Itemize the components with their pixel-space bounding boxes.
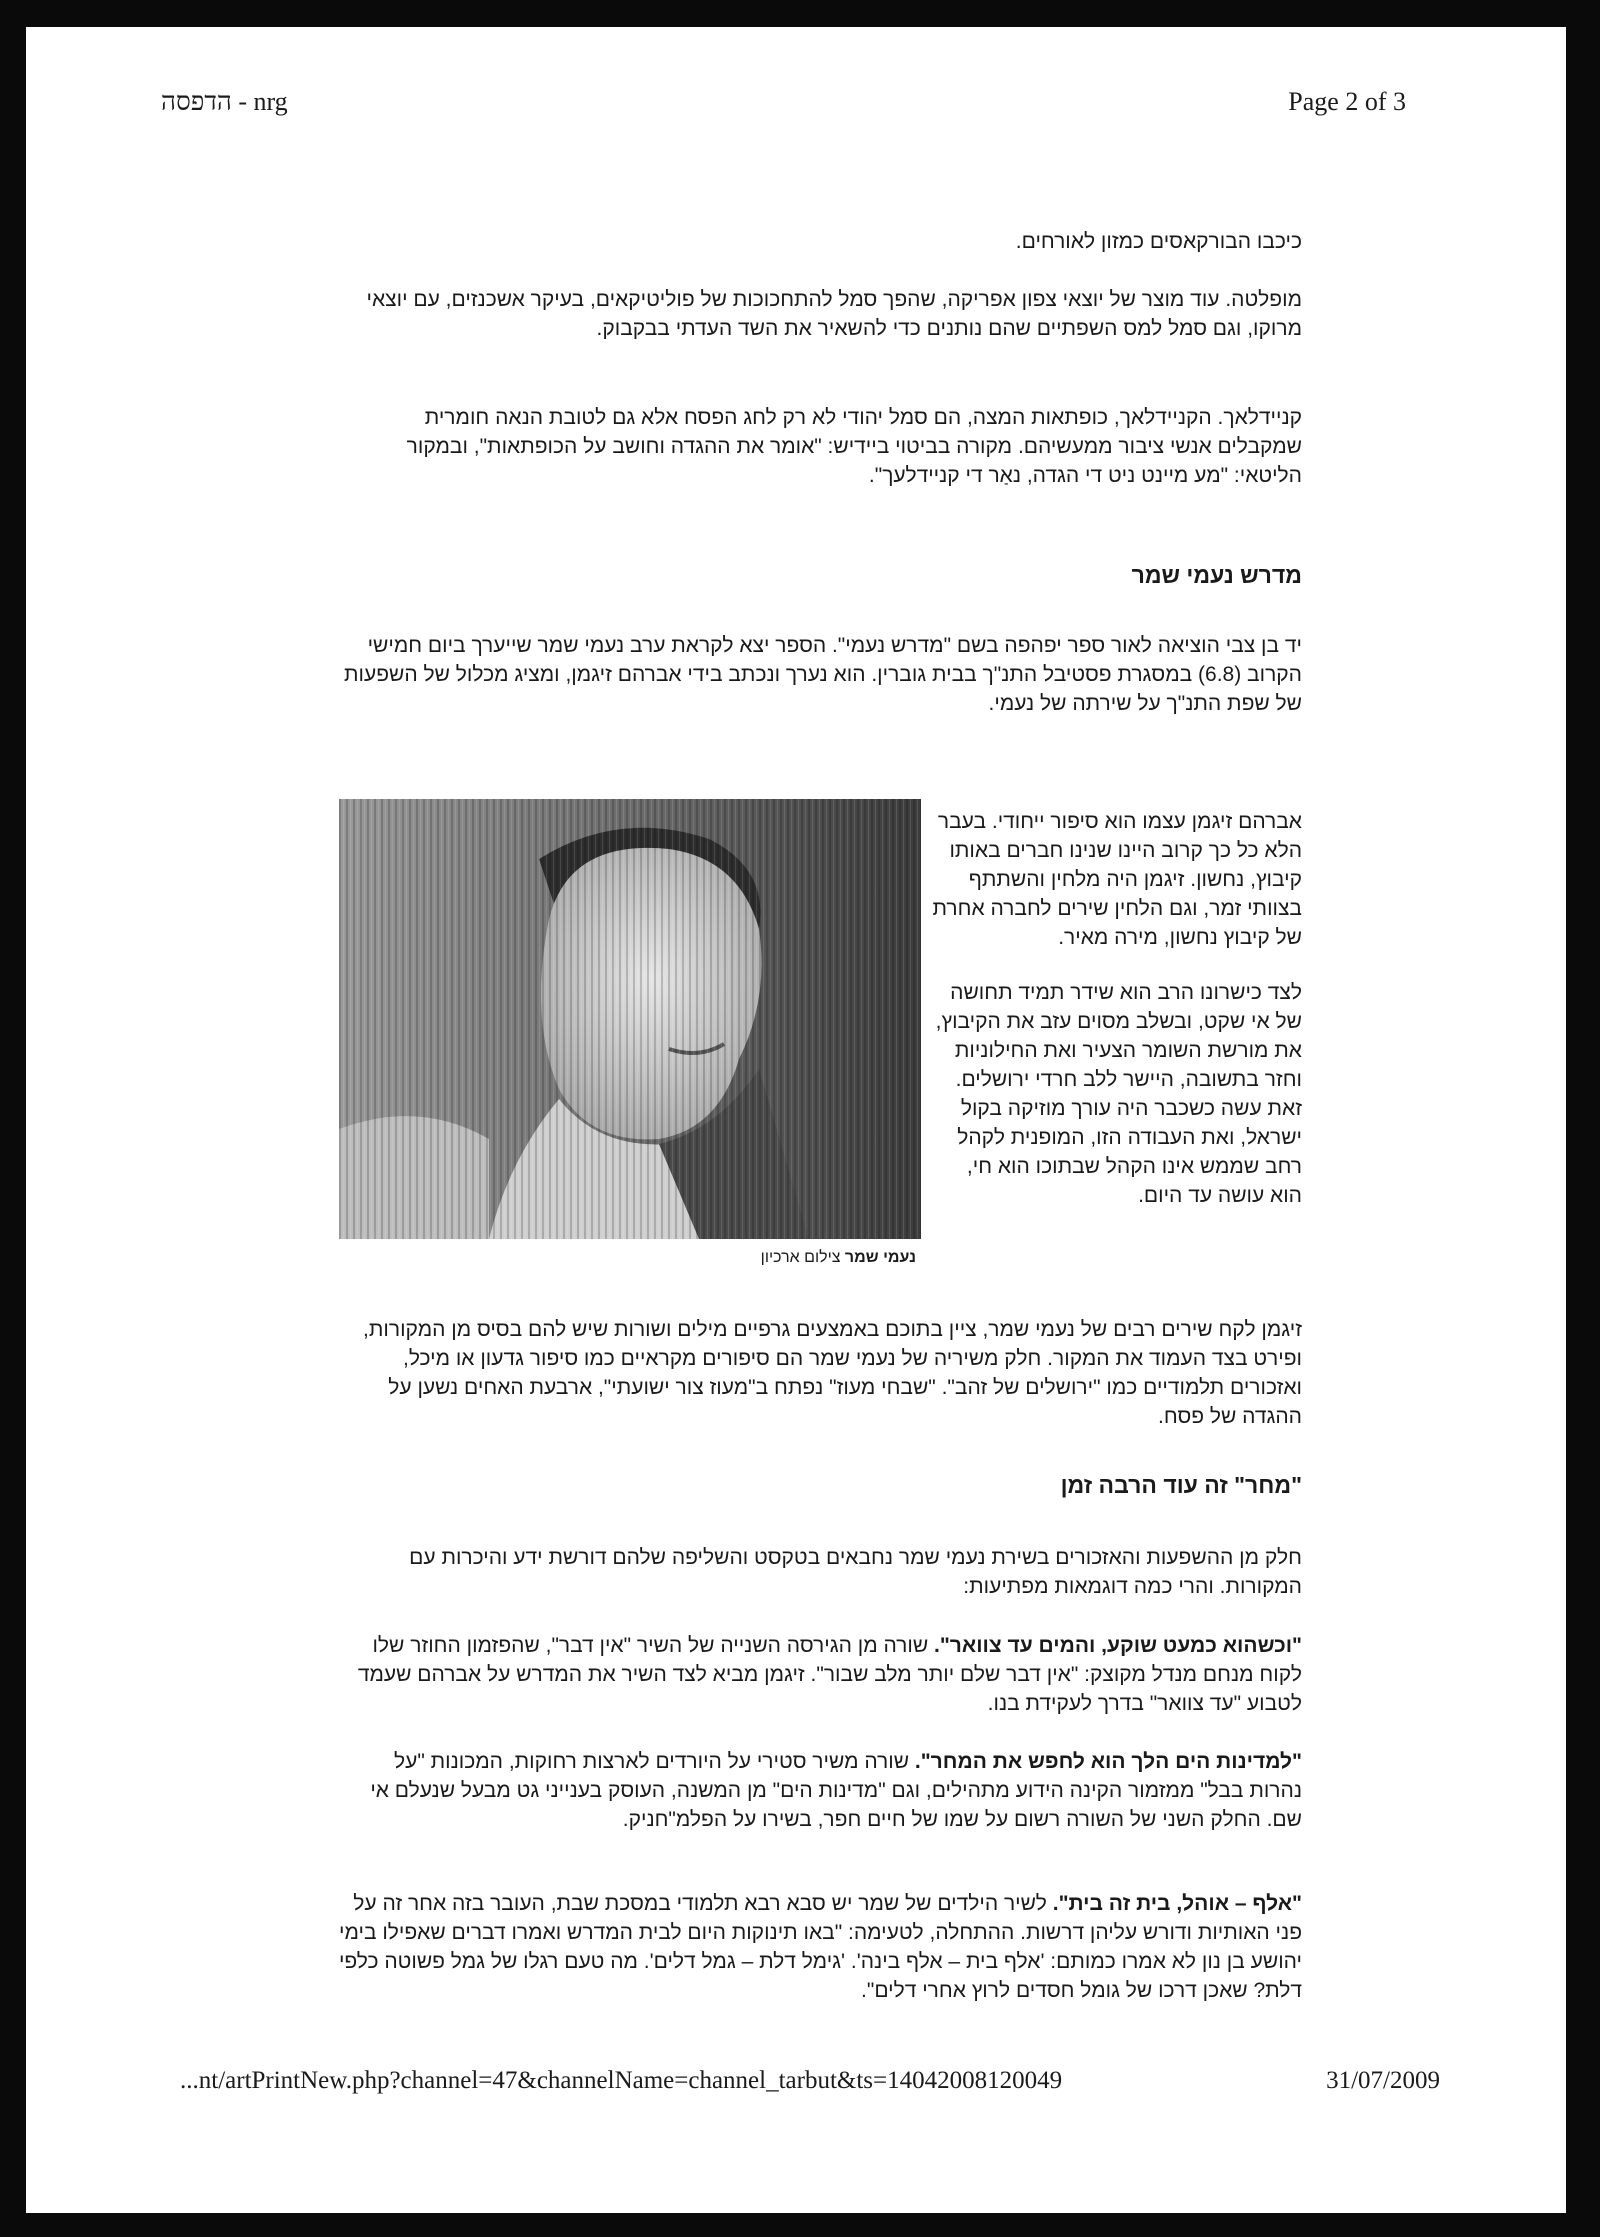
footer-url: ...nt/artPrintNew.php?channel=47&channelName=channel_tarbut&ts=14042008120049 xyxy=(180,2067,1063,2094)
photo-caption xyxy=(646,1249,916,1267)
paragraph-influences: חלק מן ההשפעות והאזכורים בשירת נעמי שמר נחבאים בטקסט והשליפה שלהם דורשת ידע והיכרות עם המקורות. והרי כמה דוגמאות מפתיעות: xyxy=(409,1546,1302,1598)
side-paragraph-2: לצד כישרונו הרב הוא שידר תמיד תחושה של אי שקט, ובשלב מסוים עזב את הקיבוץ, את מורשת השומר הצעיר ואת החילוניות וחזר בתשובה, היישר ללב חרדי ירושלים. זאת עשה כשכבר היה עורך מוזיקה בקול ישראל, ואת העבודה הזו, המופנית לקהל רחב שממש אינו הקהל שבתוכו הוא חי, הוא עושה עד היום. xyxy=(935,981,1302,1207)
side-paragraph-1: אברהם זיגמן עצמו הוא סיפור ייחודי. בעבר הלא כל כך קרוב היינו שנינו חברים באותו קיבוץ, נחשון. זיגמן היה מלחין והשתתף בצוותי זמר, וגם הלחין שירים לחברה אחרת של קיבוץ נחשון, מירה מאיר. xyxy=(932,810,1302,949)
caption-name: נעמי שמר xyxy=(844,1249,916,1266)
printed-page xyxy=(26,27,1566,2213)
example-2-body: שורה משיר סטירי על היורדים לארצות רחוקות, המכונות "על נהרות בבל" ממזמור הקינה הידוע מתהילים, וגם "מדינות הים" מן המשנה, העוסק בענייני גט מבעל שנעלם אי שם. החלק השני של השורה רשום על שמו של חיים חפר, בשירו על הפלמ"חניק. xyxy=(370,1750,1302,1831)
section-heading-midrash-naomi: מדרש נעמי שמר xyxy=(1131,562,1302,588)
footer-date: 31/07/2009 xyxy=(1326,2067,1440,2094)
side-column xyxy=(930,807,1302,1210)
portrait-photo-icon xyxy=(339,799,921,1239)
example-1-title: "וכשהוא כמעט שוקע, והמים עד צוואר". xyxy=(933,1634,1302,1657)
article-intro xyxy=(336,227,1302,256)
paragraph-book: יד בן צבי הוציאה לאור ספר יפהפה בשם "מדרש נעמי". הספר יצא לקראת ערב נעמי שמר שייערך ביום חמישי הקרוב (6.8) במסגרת פסטיבל התנ"ך בבית גוברין. הוא נערך ונכתב בידי אברהם זיגמן, ומציג מכלול של השפעות של שפת התנ"ך על שירתה של נעמי. xyxy=(344,634,1302,715)
paragraph-kneidlach: קניידלאך. הקניידלאך, כופתאות המצה, הם סמל יהודי לא רק לחג הפסח אלא גם לטובת הנאה חומרית שמקבלים אנשי ציבור ממעשיהם. מקורה בביטוי ביידיש: "אומר את ההגדה וחושב על הכופתאות", ובמקור הליטאי: "מע מיינט ניט די הגדה, נאַר די קניידלעך". xyxy=(406,406,1302,487)
example-1 xyxy=(336,1631,1302,1718)
example-2 xyxy=(336,1747,1302,1834)
section-heading-tomorrow: "מחר" זה עוד הרבה זמן xyxy=(1060,1472,1302,1498)
example-3-body: לשיר הילדים של שמר יש סבא רבא תלמודי במסכת שבת, העובר בזה אחר זה על פני האותיות ודורש עליהן דרשות. ההתחלה, לטעימה: "באו תינוקות היום לבית המדרש ואמרו דברים שאפילו בימי יהושע בן נון לא אמרו כמותם: 'אלף בית – אלף בינה'. 'גימל דלת – גמל דלים'. מה טעם רגלו של גמל פשוטה כלפי דלת? שאכן דרכו של גומל חסדים לרוץ אחרי דלים". xyxy=(338,1892,1302,2002)
example-3 xyxy=(336,1889,1302,2005)
intro-line: כיכבו הבורקאסים כמזון לאורחים. xyxy=(1015,230,1302,253)
page-number: Page 2 of 3 xyxy=(1288,87,1406,116)
example-2-title: "למדינות הים הלך הוא לחפש את המחר". xyxy=(914,1750,1302,1773)
paragraph-songs: זיגמן לקח שירים רבים של נעמי שמר, ציין בתוכם באמצעים גרפיים מילים ושורות שיש להם בסיס מן המקורות, ופירט בצד העמוד את המקור. חלק משיריה של נעמי שמר הם סיפורים מקראיים כמו סיפור גדעון או מיכל, ואזכורים תלמודיים כמו "ירושלים של זהב". "שבחי מעוז" נפתח ב"מעוז צור ישועתי", ארבעת האחים נשען על ההגדה של פסח. xyxy=(363,1318,1302,1428)
paragraph-mufleta: מופלטה. עוד מוצר של יוצאי צפון אפריקה, שהפך סמל להתחכוכות של פוליטיקאים, בעיקר אשכנזים, עם יוצאי מרוקו, וגם סמל למס השפתיים שהם נותנים כדי להשאיר את השד העדתי בבקבוק. xyxy=(366,288,1302,340)
print-header-title: הדפסה - nrg xyxy=(161,87,288,116)
example-1-body: שורה מן הגירסה השנייה של השיר "אין דבר", שהפזמון החוזר שלו לקוח מנחם מנדל מקוצק: "אין דבר שלם יותר מלב שבור". זיגמן מביא לצד השיר את המדרש על אברהם שעמד לטבוע "עד צוואר" בדרך לעקידת בנו. xyxy=(357,1634,1302,1715)
caption-credit: צילום ארכיון xyxy=(760,1249,841,1266)
example-3-title: "אלף – אוהל, בית זה בית". xyxy=(1052,1892,1302,1915)
